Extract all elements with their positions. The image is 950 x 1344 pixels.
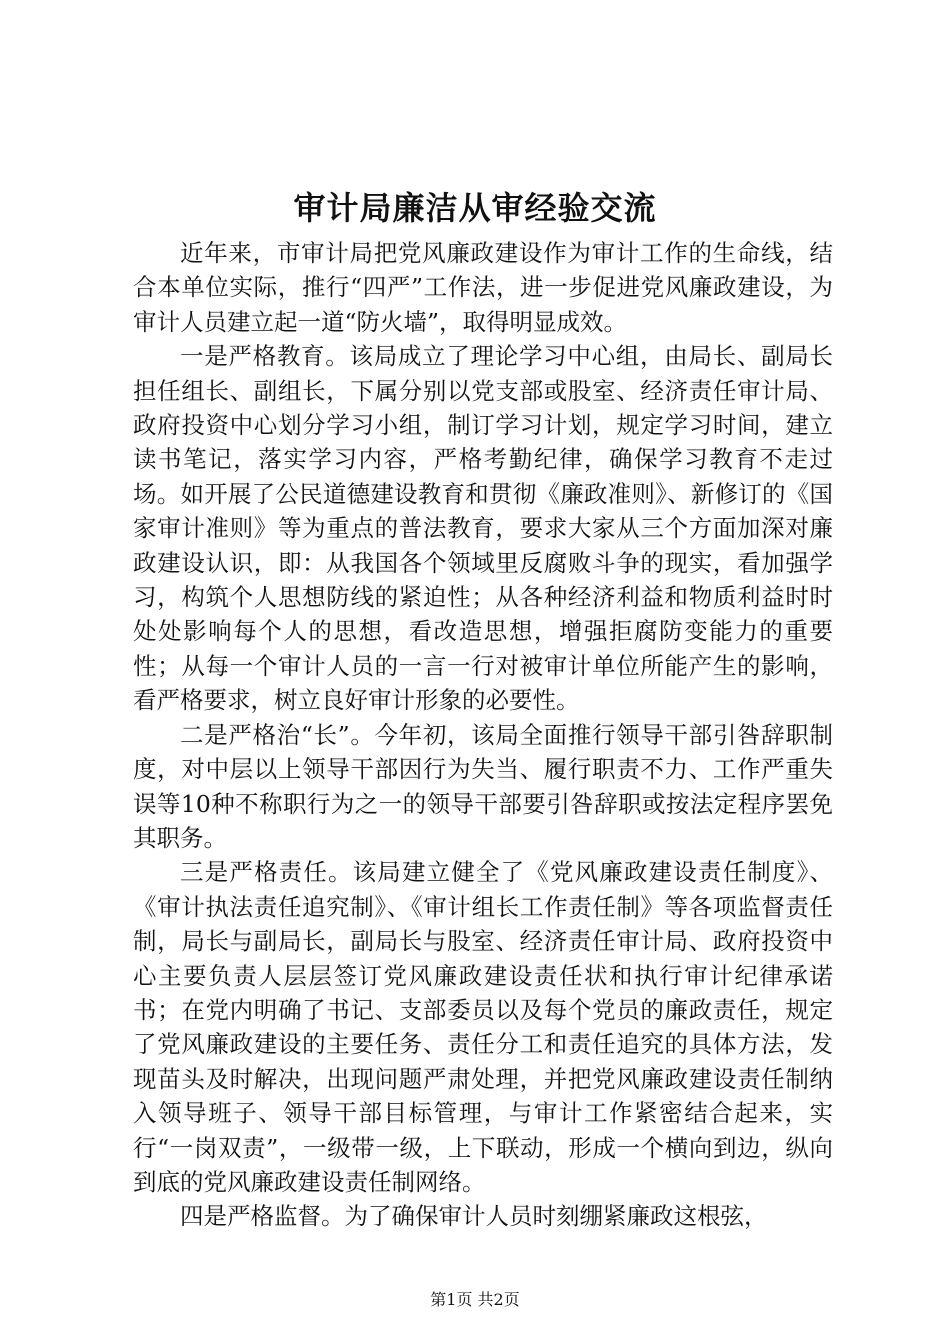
page-indicator: 第1页 共2页 (430, 1290, 520, 1309)
paragraph-strict-supervision: 四是严格监督。为了确保审计人员时刻绷紧廉政这根弦， (180, 1202, 768, 1231)
document-body (133, 236, 833, 1234)
paragraph-intro: 近年来，市审计局把党风廉政建设作为审计工作的生命线，结合本单位实际，推行“四严”工作法，进一步促进党风廉政建设，为审计人员建立起一道“防火墙”，取得明显成效。 (133, 239, 833, 336)
paragraph-strict-responsibility: 三是严格责任。该局建立健全了《党风廉政建设责任制度》、《审计执法责任追究制》、《审计组长工作责任制》等各项监督责任制，局长与副局长，副局长与股室、经济责任审计局、政府投资中心主要负责人层层签订党风廉政建设责任状和执行审计纪律承诺书；在党内明确了书记、支部委员以及每个党员的廉政责任，规定了党风廉政建设的主要任务、责任分工和责任追究的具体方法，发现苗头及时解决，出现问题严肃处理，并把党风廉政建设责任制纳入领导班子、领导干部目标管理，与审计工作紧密结合起来，实行“一岗双责”，一级带一级，上下联动，形成一个横向到边，纵向到底的党风廉政建设责任制网络。 (133, 858, 833, 1196)
document-title: 审计局廉洁从审经验交流 (293, 189, 657, 227)
page-footer (0, 1290, 950, 1310)
paragraph-strict-education: 一是严格教育。该局成立了理论学习中心组，由局长、副局长担任组长、副组长，下属分别以党支部或股室、经济责任审计局、政府投资中心划分学习小组，制订学习计划，规定学习时间，建立读书笔记，落实学习内容，严格考勤纪律，确保学习教育不走过场。如开展了公民道德建设教育和贯彻《廉政准则》、新修订的《国家审计准则》等为重点的普法教育，要求大家从三个方面加深对廉政建设认识，即：从我国各个领域里反腐败斗争的现实，看加强学习，构筑个人思想防线的紧迫性；从各种经济利益和物质利益时时处处影响每个人的思想，看改造思想，增强拒腐防变能力的重要性；从每一个审计人员的一言一行对被审计单位所能产生的影响，看严格要求，树立良好审计形象的必要性。 (133, 342, 833, 715)
paragraph-strict-leadership: 二是严格治“长”。今年初，该局全面推行领导干部引咎辞职制度，对中层以上领导干部因行为失当、履行职责不力、工作严重失误等10种不称职行为之一的领导干部要引咎辞职或按法定程序罢免其职务。 (133, 720, 833, 852)
